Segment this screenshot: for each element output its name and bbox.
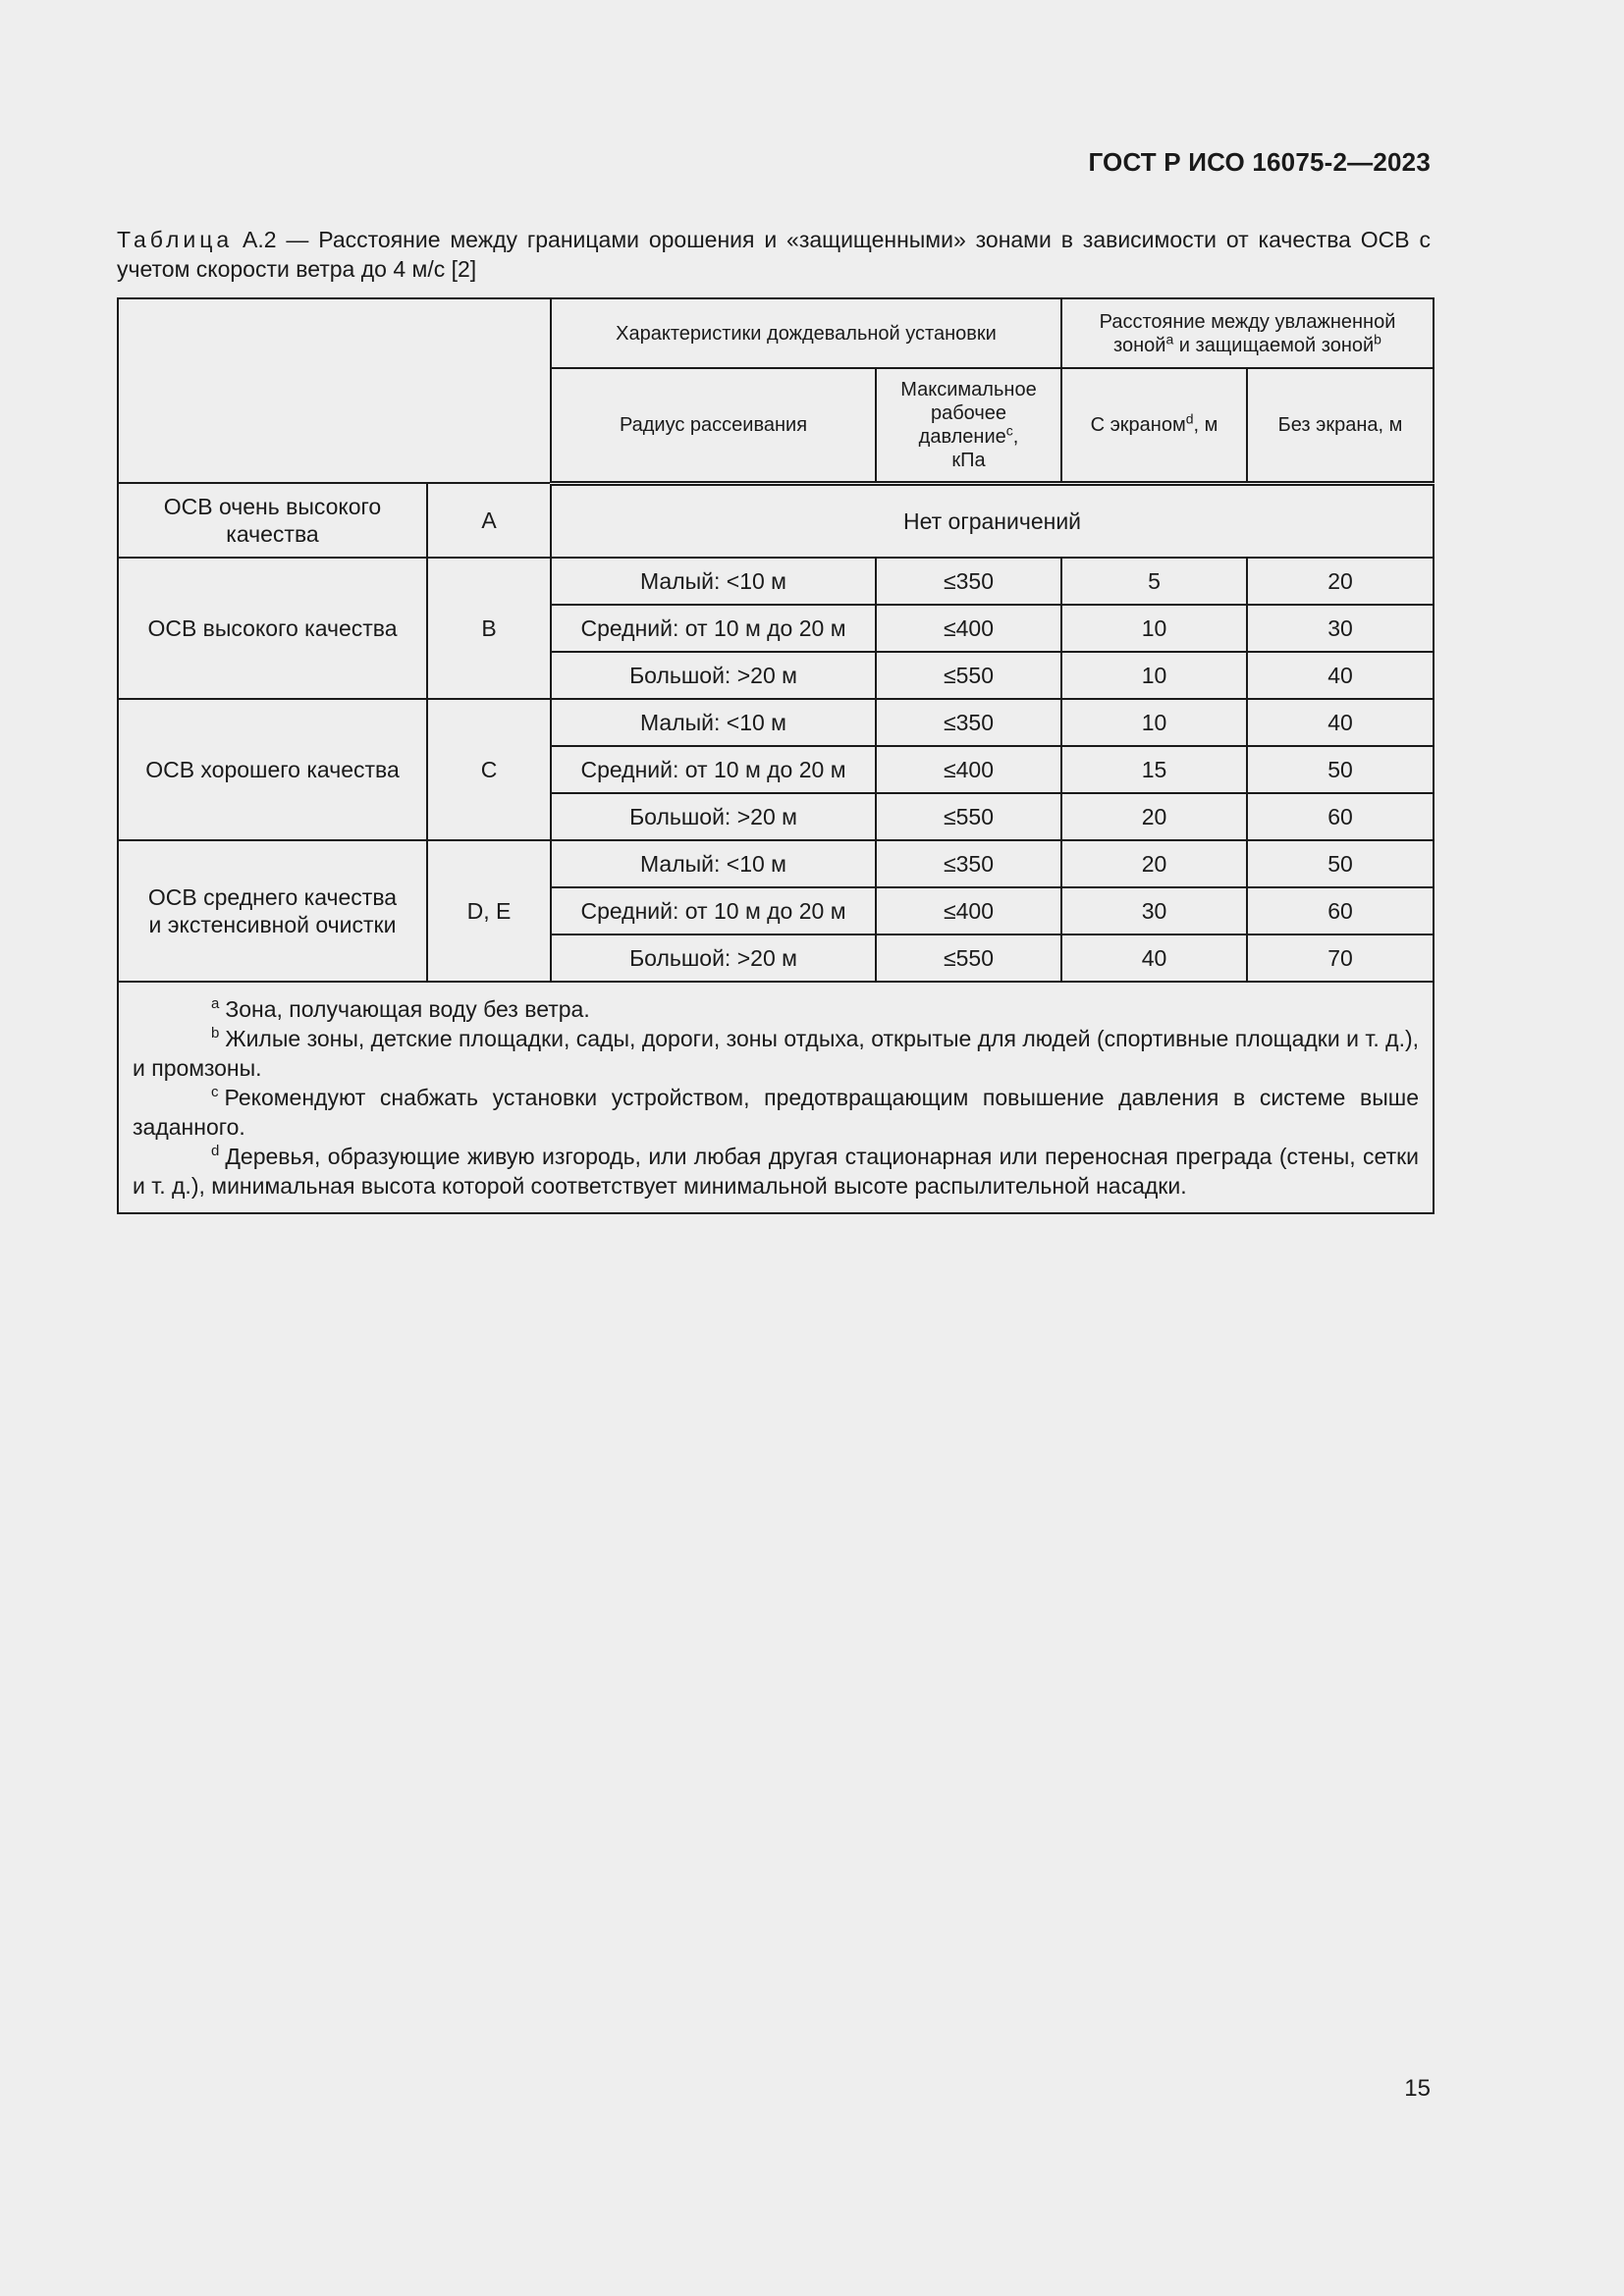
table-caption-label: Таблица	[117, 227, 234, 252]
quality-cell	[118, 840, 427, 982]
footnote-mark: b	[211, 1025, 220, 1042]
table-caption-text: А.2 — Расстояние между границами орошения и «защищенными» зонами в зависимости от качества ОСВ с учетом скорости ветра до 4 м/с [2]	[117, 227, 1431, 282]
header-pressure-line3: давление	[918, 425, 1006, 448]
header-radius: Радиус рассеивания	[551, 368, 876, 483]
footnote-mark-a: a	[1165, 330, 1174, 347]
header-distance-line1: Расстояние между увлажненной	[1099, 310, 1396, 333]
header-pressure-comma: ,	[1012, 425, 1019, 448]
no-limits-cell: Нет ограничений	[551, 483, 1434, 558]
radius-cell: Малый: <10 м	[551, 558, 876, 605]
pressure-cell: ≤400	[876, 887, 1061, 934]
radius-cell: Средний: от 10 м до 20 м	[551, 746, 876, 793]
radius-cell: Большой: >20 м	[551, 652, 876, 699]
header-pressure	[876, 368, 1061, 483]
table-row	[118, 699, 1434, 746]
class-cell: C	[427, 699, 551, 840]
header-distance-zone: зоной	[1113, 334, 1166, 356]
footnote-item	[133, 1142, 1419, 1201]
class-cell: A	[427, 483, 551, 558]
header-group-characteristics: Характеристики дождевальной установки	[551, 298, 1061, 368]
footnote-mark: c	[211, 1084, 219, 1101]
without-screen-cell: 60	[1247, 793, 1434, 840]
page-number: 15	[1404, 2075, 1431, 2102]
table-caption	[117, 225, 1431, 284]
quality-line1: ОСВ высокого качества	[147, 615, 398, 641]
with-screen-cell: 10	[1061, 605, 1247, 652]
footnote-mark: d	[211, 1143, 220, 1160]
header-pressure-line1: Максимальное	[900, 378, 1037, 400]
notes-row	[118, 982, 1434, 1213]
with-screen-cell: 10	[1061, 699, 1247, 746]
radius-cell: Средний: от 10 м до 20 м	[551, 887, 876, 934]
with-screen-cell: 20	[1061, 793, 1247, 840]
with-screen-cell: 40	[1061, 934, 1247, 982]
footnote-mark-d: d	[1185, 410, 1194, 427]
pressure-cell: ≤350	[876, 840, 1061, 887]
with-screen-cell: 15	[1061, 746, 1247, 793]
pressure-cell: ≤550	[876, 652, 1061, 699]
pressure-cell: ≤350	[876, 558, 1061, 605]
radius-cell: Большой: >20 м	[551, 934, 876, 982]
pressure-cell: ≤550	[876, 793, 1061, 840]
without-screen-cell: 70	[1247, 934, 1434, 982]
pressure-cell: ≤400	[876, 605, 1061, 652]
without-screen-cell: 40	[1247, 652, 1434, 699]
radius-cell: Большой: >20 м	[551, 793, 876, 840]
header-with-screen	[1061, 368, 1247, 483]
header-row-1	[118, 298, 1434, 368]
radius-cell: Малый: <10 м	[551, 840, 876, 887]
footnotes	[118, 982, 1434, 1213]
pressure-cell: ≤550	[876, 934, 1061, 982]
footnote-text: Рекомендуют снабжать установки устройством, предотвращающим повышение давления в системе выше заданного.	[133, 1085, 1420, 1140]
header-with-screen-label: С экраном	[1090, 413, 1186, 436]
footnote-text: Деревья, образующие живую изгородь, или любая другая стационарная или переносная преграда (стены, сетки и т. д.), минимальная высота которой соответствует минимальной высоте распылительной насадки.	[133, 1144, 1420, 1199]
without-screen-cell: 20	[1247, 558, 1434, 605]
document-code: ГОСТ Р ИСО 16075-2—2023	[1088, 147, 1431, 177]
footnote-item	[133, 994, 1419, 1024]
class-cell: B	[427, 558, 551, 699]
quality-cell	[118, 558, 427, 699]
quality-line1: ОСВ очень высокого	[163, 494, 382, 519]
header-without-screen: Без экрана, м	[1247, 368, 1434, 483]
radius-cell: Малый: <10 м	[551, 699, 876, 746]
quality-line2: и экстенсивной очистки	[148, 912, 397, 937]
header-empty-cell	[118, 298, 551, 483]
table-row-a	[118, 483, 1434, 558]
header-with-screen-unit: , м	[1193, 413, 1218, 436]
without-screen-cell: 40	[1247, 699, 1434, 746]
header-distance-protected: и защищаемой зоной	[1173, 334, 1375, 356]
quality-cell	[118, 483, 427, 558]
quality-line2: качества	[226, 521, 319, 547]
with-screen-cell: 30	[1061, 887, 1247, 934]
with-screen-cell: 20	[1061, 840, 1247, 887]
footnote-item	[133, 1024, 1419, 1083]
without-screen-cell: 50	[1247, 840, 1434, 887]
distance-table	[117, 297, 1435, 1214]
header-pressure-unit: кПа	[951, 449, 986, 471]
header-group-distance	[1061, 298, 1434, 368]
footnote-text: Зона, получающая воду без ветра.	[225, 996, 590, 1022]
class-cell: D, E	[427, 840, 551, 982]
pressure-cell: ≤350	[876, 699, 1061, 746]
footnote-mark-c: c	[1005, 422, 1013, 439]
quality-line1: ОСВ среднего качества	[147, 884, 398, 910]
table-row	[118, 558, 1434, 605]
with-screen-cell: 10	[1061, 652, 1247, 699]
table-row	[118, 840, 1434, 887]
without-screen-cell: 30	[1247, 605, 1434, 652]
footnote-mark: a	[211, 995, 220, 1013]
with-screen-cell: 5	[1061, 558, 1247, 605]
without-screen-cell: 50	[1247, 746, 1434, 793]
quality-line1: ОСВ хорошего качества	[145, 757, 400, 782]
pressure-cell: ≤400	[876, 746, 1061, 793]
without-screen-cell: 60	[1247, 887, 1434, 934]
footnote-item	[133, 1083, 1419, 1142]
footnote-mark-b: b	[1374, 330, 1381, 347]
quality-cell	[118, 699, 427, 840]
radius-cell: Средний: от 10 м до 20 м	[551, 605, 876, 652]
header-pressure-line2: рабочее	[930, 401, 1007, 424]
footnote-text: Жилые зоны, детские площадки, сады, дороги, зоны отдыха, открытые для людей (спортивные площадки и т. д.), и промзоны.	[133, 1026, 1420, 1081]
